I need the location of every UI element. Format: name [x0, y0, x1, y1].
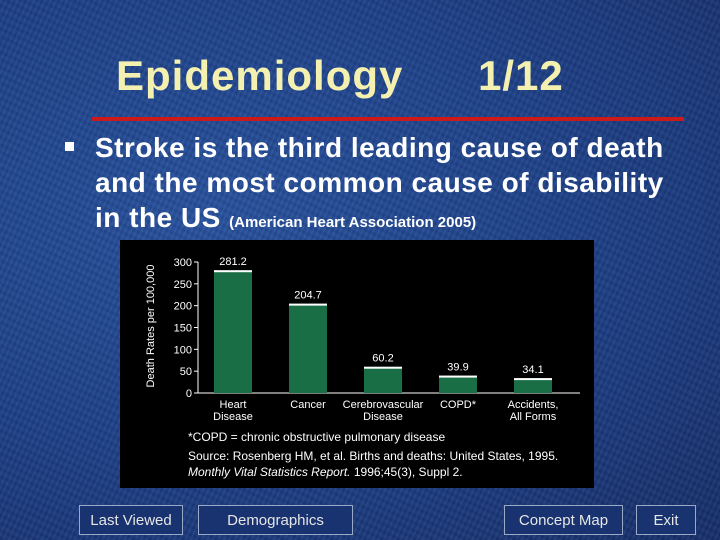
chart-svg — [120, 240, 594, 488]
exit-button[interactable]: Exit — [636, 505, 696, 535]
bar — [364, 367, 402, 393]
source-report-citation: 1996;45(3), Suppl 2. — [350, 465, 463, 479]
bar-top-highlight — [439, 376, 477, 378]
x-category-label: Cancer — [290, 399, 326, 411]
source-line-2 — [188, 465, 463, 479]
last-viewed-button[interactable]: Last Viewed — [79, 505, 183, 535]
title-divider — [92, 117, 684, 121]
x-category-label: Disease — [213, 411, 253, 423]
bar-value-label: 39.9 — [447, 361, 469, 374]
y-tick-label: 200 — [173, 300, 192, 313]
bar — [514, 378, 552, 393]
x-category-label: COPD* — [439, 399, 477, 411]
bar-top-highlight — [289, 304, 327, 306]
bullet-text: Stroke is the third leading cause of death and the most common cause of disability in the US — [95, 132, 664, 233]
bullet-square-icon — [65, 142, 74, 151]
y-tick-label: 150 — [173, 322, 192, 335]
bar-value-label: 204.7 — [294, 289, 322, 302]
bullet-point — [95, 130, 695, 240]
bullet-citation: (American Heart Association 2005) — [229, 214, 477, 231]
bar-top-highlight — [364, 367, 402, 369]
y-tick-label: 0 — [185, 388, 192, 400]
bar — [289, 304, 327, 393]
source-report-title: Monthly Vital Statistics Report. — [188, 465, 351, 479]
bar-top-highlight — [214, 270, 252, 272]
bar-value-label: 34.1 — [522, 364, 544, 377]
y-tick-label: 300 — [173, 257, 192, 269]
x-category-label: All Forms — [509, 411, 557, 423]
x-category-label: Cerebrovascular — [342, 399, 424, 411]
footnote: *COPD = chronic obstructive pulmonary disease — [188, 430, 446, 444]
bar-value-label: 281.2 — [219, 256, 247, 269]
source-line-1: Source: Rosenberg HM, et al. Births and deaths: United States, 1995. — [188, 449, 559, 463]
y-tick-label: 50 — [179, 366, 192, 379]
concept-map-button[interactable]: Concept Map — [504, 505, 623, 535]
bar-top-highlight — [514, 378, 552, 380]
x-category-label: Disease — [363, 411, 403, 423]
death-rate-chart — [120, 240, 594, 488]
bar-value-label: 60.2 — [372, 352, 394, 365]
demographics-button[interactable]: Demographics — [198, 505, 353, 535]
y-tick-label: 250 — [173, 278, 192, 291]
x-category-label: Heart — [219, 399, 247, 411]
title-text: Epidemiology — [116, 52, 404, 99]
bar — [439, 376, 477, 393]
page-number: 1/12 — [478, 52, 564, 99]
x-category-label: Accidents, — [507, 399, 559, 411]
bar — [214, 270, 252, 393]
slide-title — [116, 52, 586, 108]
y-tick-label: 100 — [173, 344, 192, 357]
y-axis-label: Death Rates per 100,000 — [145, 264, 157, 388]
